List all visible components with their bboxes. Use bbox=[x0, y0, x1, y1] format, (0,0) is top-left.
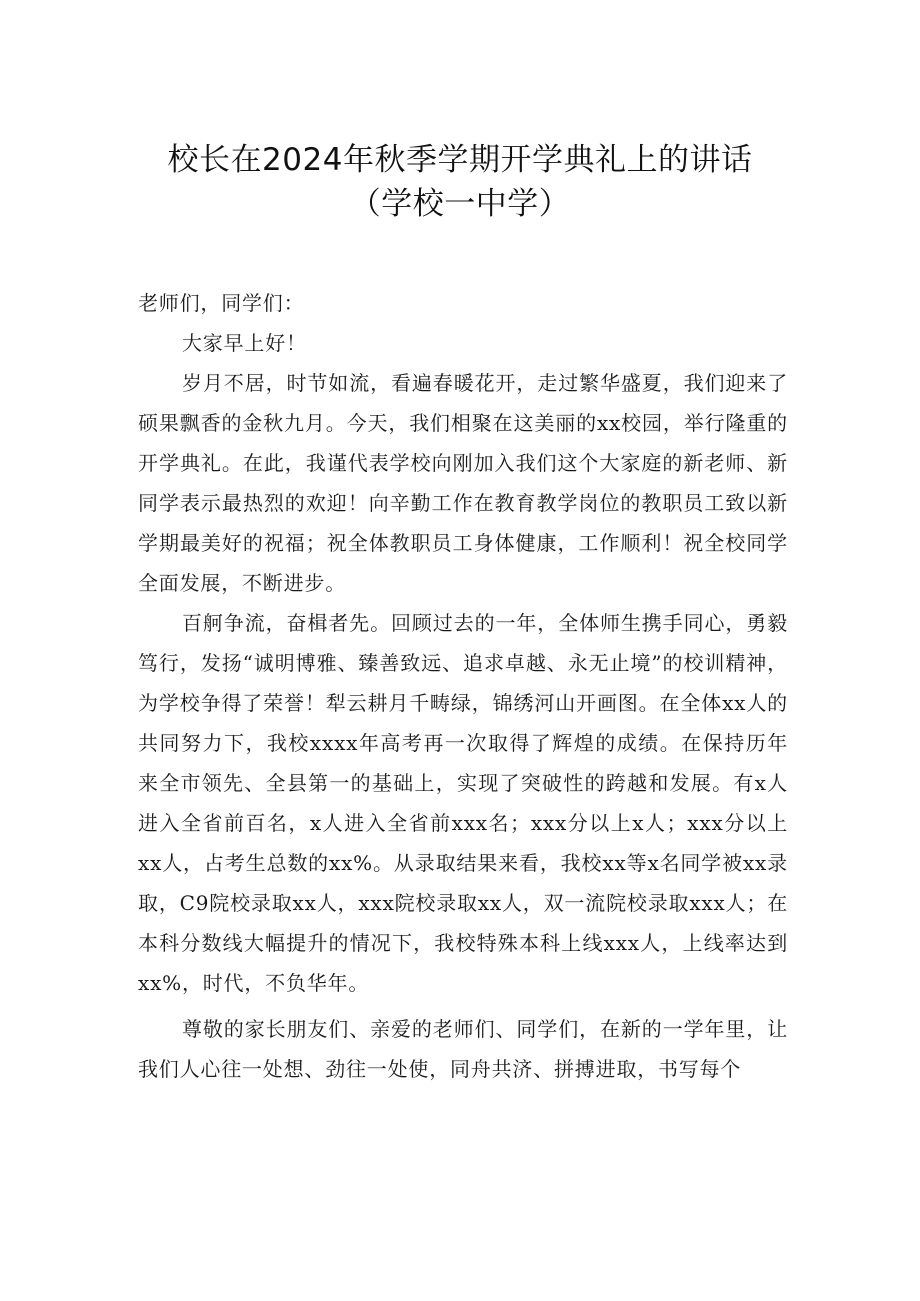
paragraph-welcome: 岁月不居，时节如流，看遍春暖花开，走过繁华盛夏，我们迎来了硕果飘香的金秋九月。今天，我们相聚在这美丽的xx校园，举行隆重的开学典礼。在此，我谨代表学校向刚加入我们这个大家庭的新老师、新同学表示最热烈的欢迎！向辛勤工作在教育教学岗位的教职员工致以新学期最美好的祝福；祝全体教职员工身体健康，工作顺利！祝全校同学全面发展，不断进步。 bbox=[138, 371, 788, 595]
document-subtitle: （学校一中学） bbox=[349, 186, 571, 222]
document-title: 校长在2024年秋季学期开学典礼上的讲话 bbox=[167, 142, 753, 178]
salutation: 老师们，同学们： bbox=[138, 291, 305, 315]
paragraph-greeting: 大家早上好！ bbox=[182, 331, 307, 355]
document-body bbox=[138, 283, 788, 1089]
paragraph-achievements: 百舸争流，奋楫者先。回顾过去的一年，全体师生携手同心，勇毅笃行，发扬“诚明博雅、臻善致远、追求卓越、永无止境”的校训精神，为学校争得了荣誉！犁云耕月千畴绿，锦绣河山开画图。在全体xx人的共同努力下，我校xxxx年高考再一次取得了辉煌的成绩。在保持历年来全市领先、全县第一的基础上，实现了突破性的跨越和发展。有x人进入全省前百名，x人进入全省前xxx名；xxx分以上x人；xxx分以上xx人，占考生总数的xx%。从录取结果来看，我校xx等x名同学被xx录取，C9院校录取xx人，xxx院校录取xx人，双一流院校录取xxx人；在本科分数线大幅提升的情况下，我校特殊本科上线xxx人，上线率达到xx%，时代，不负华年。 bbox=[138, 611, 788, 995]
paragraph-call-to-action: 尊敬的家长朋友们、亲爱的老师们、同学们，在新的一学年里，让我们人心往一处想、劲往一处使，同舟共济、拼搏进取，书写每个 bbox=[138, 1017, 788, 1081]
title-block bbox=[0, 138, 920, 226]
